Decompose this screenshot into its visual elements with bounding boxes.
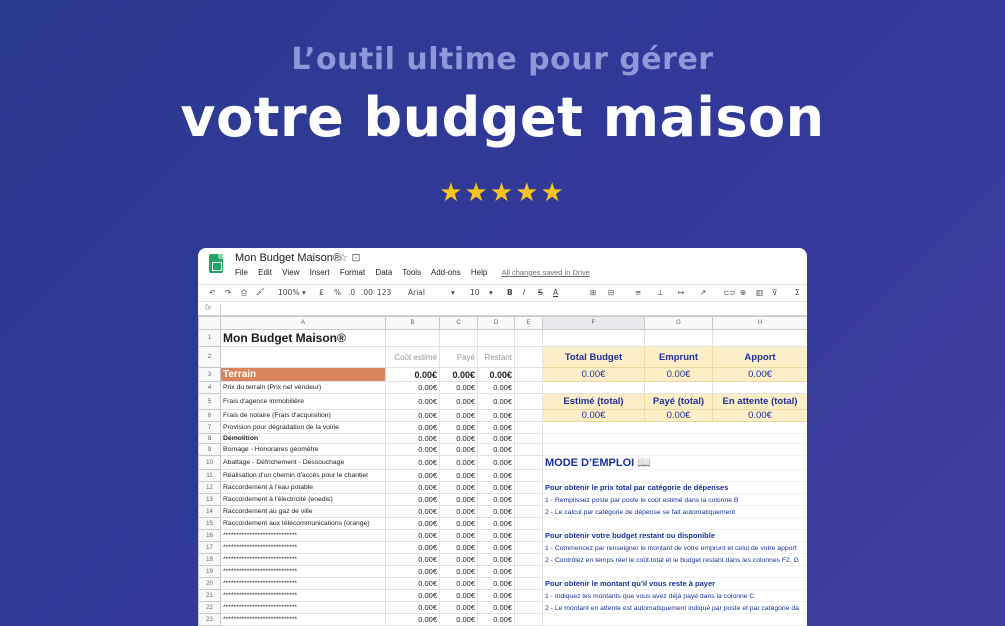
estime-cell[interactable]: 0.00€ xyxy=(386,602,440,614)
paye-cell[interactable]: 0.00€ xyxy=(440,470,478,482)
mode-s1-line1[interactable] xyxy=(543,494,808,506)
table-row xyxy=(199,470,808,482)
estime-cell[interactable]: 0.00€ xyxy=(386,434,440,444)
cell[interactable] xyxy=(515,482,543,494)
mode-s3-title-text: Pour obtenir le montant qu’il vous reste à payer xyxy=(545,579,716,588)
item-label[interactable]: Raccordement à l'eau potable xyxy=(221,482,386,494)
sheet-title[interactable]: Mon Budget Maison® xyxy=(221,330,386,347)
cell[interactable] xyxy=(440,330,478,347)
cell[interactable] xyxy=(515,456,543,470)
cell[interactable] xyxy=(543,566,808,578)
paye-cell[interactable]: 0.00€ xyxy=(440,494,478,506)
formula-bar[interactable] xyxy=(198,302,807,316)
document-title[interactable]: Mon Budget Maison® xyxy=(235,252,341,264)
restant-cell[interactable]: 0.00€ xyxy=(478,444,515,456)
row-header[interactable]: 21 xyxy=(199,590,221,602)
row-header[interactable]: 16 xyxy=(199,530,221,542)
spreadsheet-grid xyxy=(198,316,807,626)
cell[interactable] xyxy=(515,470,543,482)
menu-file[interactable]: File xyxy=(235,268,248,277)
fx-icon: fx xyxy=(205,303,212,312)
paye-total-header[interactable]: Payé (total) xyxy=(645,394,713,410)
row-header[interactable]: 12 xyxy=(199,482,221,494)
row-header[interactable]: 13 xyxy=(199,494,221,506)
table-row xyxy=(199,347,808,368)
cell[interactable] xyxy=(515,422,543,434)
table-row xyxy=(199,394,808,410)
item-label[interactable]: Provision pour dégradation de la voirie xyxy=(221,422,386,434)
mode-s3-line2[interactable] xyxy=(543,602,808,614)
cell[interactable] xyxy=(515,578,543,590)
column-header-a[interactable]: A xyxy=(221,317,386,330)
cell[interactable] xyxy=(515,382,543,394)
borders-icon[interactable]: ⊞ xyxy=(590,288,597,297)
column-header-f[interactable]: F xyxy=(543,317,645,330)
row-header[interactable]: 4 xyxy=(199,382,221,394)
font-select[interactable]: Arial xyxy=(408,288,425,297)
paye-cell[interactable]: 0.00€ xyxy=(440,444,478,456)
cell[interactable] xyxy=(386,330,440,347)
column-header-g[interactable]: G xyxy=(645,317,713,330)
row-header[interactable]: 2 xyxy=(199,347,221,368)
item-label[interactable]: Raccordement à l'électricité (enedis) xyxy=(221,494,386,506)
item-label[interactable]: **************************** xyxy=(221,578,386,590)
cell[interactable] xyxy=(515,347,543,368)
menu-help[interactable]: Help xyxy=(470,268,488,277)
restant-cell[interactable]: 0.00€ xyxy=(478,410,515,422)
restant-cell[interactable]: 0.00€ xyxy=(478,494,515,506)
cell[interactable] xyxy=(221,347,386,368)
item-label[interactable]: Frais de notaire (Frais d'acquisition) xyxy=(221,410,386,422)
rating-stars: ★★★★★ xyxy=(439,178,566,208)
header-paye[interactable]: Payé xyxy=(440,347,478,368)
table-row xyxy=(199,566,808,578)
paye-cell[interactable]: 0.00€ xyxy=(440,614,478,626)
paye-cell[interactable]: 0.00€ xyxy=(440,542,478,554)
row-header[interactable]: 11 xyxy=(199,470,221,482)
menu-insert[interactable]: Insert xyxy=(309,268,330,277)
mode-s2-title-text: Pour obtenir votre budget restant ou disponible xyxy=(545,531,716,540)
estime-cell[interactable]: 0.00€ xyxy=(386,444,440,456)
row-header[interactable]: 23 xyxy=(199,614,221,626)
functions-icon[interactable]: Σ xyxy=(795,288,800,297)
section-restant[interactable]: 0.00€ xyxy=(478,368,515,382)
restant-cell[interactable]: 0.00€ xyxy=(478,566,515,578)
toolbar xyxy=(198,284,807,302)
cell[interactable] xyxy=(515,590,543,602)
formula-separator xyxy=(220,304,221,314)
zoom-select[interactable]: 100% xyxy=(278,288,300,297)
paye-cell[interactable]: 0.00€ xyxy=(440,410,478,422)
cell[interactable] xyxy=(515,494,543,506)
cell[interactable] xyxy=(515,530,543,542)
apport-header[interactable]: Apport xyxy=(713,347,808,368)
total-budget-header[interactable]: Total Budget xyxy=(543,347,645,368)
strikethrough-button[interactable]: S xyxy=(538,288,543,297)
merge-icon[interactable]: ⊟ xyxy=(608,288,615,297)
restant-cell[interactable]: 0.00€ xyxy=(478,614,515,626)
cell[interactable] xyxy=(515,434,543,444)
row-header[interactable]: 20 xyxy=(199,578,221,590)
chart-icon[interactable]: ▥ xyxy=(756,288,764,297)
paye-cell[interactable]: 0.00€ xyxy=(440,394,478,410)
item-label[interactable]: Réalisation d'un chemin d'accès pour le chantier xyxy=(221,470,386,482)
corner-cell[interactable] xyxy=(199,317,221,330)
row-header[interactable]: 18 xyxy=(199,554,221,566)
cell[interactable] xyxy=(515,368,543,382)
paye-cell[interactable]: 0.00€ xyxy=(440,554,478,566)
mode-s3-line1[interactable] xyxy=(543,590,808,602)
total-budget-value[interactable]: 0.00€ xyxy=(543,368,645,382)
table-row xyxy=(199,578,808,590)
table-row xyxy=(199,482,808,494)
estime-cell[interactable]: 0.00€ xyxy=(386,382,440,394)
more-formats-button[interactable]: 123 xyxy=(377,288,392,297)
cell[interactable] xyxy=(515,506,543,518)
filter-icon[interactable]: ⊽ xyxy=(772,288,778,297)
estime-cell[interactable]: 0.00€ xyxy=(386,494,440,506)
row-header[interactable]: 14 xyxy=(199,506,221,518)
paye-cell[interactable]: 0.00€ xyxy=(440,482,478,494)
bold-button[interactable]: B xyxy=(507,288,513,297)
size-caret-icon[interactable]: ▾ xyxy=(489,288,493,297)
estime-cell[interactable]: 0.00€ xyxy=(386,566,440,578)
currency-button[interactable]: £ xyxy=(319,288,324,297)
hero-subtitle: L’outil ultime pour gérer xyxy=(291,42,714,77)
table-row xyxy=(199,614,808,626)
cell[interactable] xyxy=(478,330,515,347)
mode-s1-title-text: Pour obtenir le prix total par catégorie de dépenses xyxy=(545,483,729,492)
cell[interactable] xyxy=(543,518,808,530)
align-icon[interactable]: ≡ xyxy=(635,288,642,297)
paye-cell[interactable]: 0.00€ xyxy=(440,506,478,518)
row-header[interactable]: 9 xyxy=(199,444,221,456)
column-header-row xyxy=(199,317,808,330)
paye-cell[interactable]: 0.00€ xyxy=(440,422,478,434)
item-label[interactable]: Bornage - Honoraires géomètre xyxy=(221,444,386,456)
restant-cell[interactable]: 0.00€ xyxy=(478,506,515,518)
mode-emploi-title-text: MODE D’EMPLOI 📖 xyxy=(545,457,651,469)
section-estime[interactable]: 0.00€ xyxy=(386,368,440,382)
comment-icon[interactable]: ⊕ xyxy=(740,288,747,297)
paye-total-value[interactable]: 0.00€ xyxy=(645,410,713,422)
cell[interactable] xyxy=(515,394,543,410)
estime-total-value[interactable]: 0.00€ xyxy=(543,410,645,422)
estime-total-header[interactable]: Estimé (total) xyxy=(543,394,645,410)
estime-cell[interactable]: 0.00€ xyxy=(386,482,440,494)
cell[interactable] xyxy=(515,330,543,347)
row-header[interactable]: 5 xyxy=(199,394,221,410)
item-label[interactable]: Prix du terrain (Prix net vendeur) xyxy=(221,382,386,394)
increase-decimal-button[interactable]: .00 xyxy=(361,288,373,297)
paint-format-icon[interactable]: 🖌 xyxy=(256,288,265,296)
item-label[interactable]: Raccordement aux télécommunications (orange) xyxy=(221,518,386,530)
item-label[interactable]: Abattage - Défrichement - Dessouchage xyxy=(221,456,386,470)
menu-tools[interactable]: Tools xyxy=(402,268,422,277)
estime-cell[interactable]: 0.00€ xyxy=(386,542,440,554)
item-label[interactable]: **************************** xyxy=(221,554,386,566)
cell[interactable] xyxy=(713,382,808,394)
font-size-select[interactable]: 10 xyxy=(470,288,480,297)
mode-s1-line2-text: 2 - Le calcul par catégorie de dépense se fait automatiquement xyxy=(545,509,736,516)
menu-edit[interactable]: Edit xyxy=(258,268,272,277)
mode-s1-line1-text: 1 - Remplissez poste par poste le coût estimé dans la colonne B xyxy=(545,497,739,504)
mode-s2-line1-text: 1 - Commencez par renseigner le montant de votre emprunt et celui de votre apport xyxy=(545,545,797,552)
restant-cell[interactable]: 0.00€ xyxy=(478,382,515,394)
table-row xyxy=(199,518,808,530)
menu-addons[interactable]: Add-ons xyxy=(430,268,461,277)
emprunt-header[interactable]: Emprunt xyxy=(645,347,713,368)
restant-cell[interactable]: 0.00€ xyxy=(478,482,515,494)
table-row xyxy=(199,590,808,602)
mode-s2-line2[interactable] xyxy=(543,554,808,566)
cell[interactable] xyxy=(515,554,543,566)
mode-s2-title[interactable] xyxy=(543,530,808,542)
row-header[interactable]: 22 xyxy=(199,602,221,614)
table-row xyxy=(199,530,808,542)
star-folder-icons[interactable]: ☆ ⊡ xyxy=(338,251,361,264)
emprunt-value[interactable]: 0.00€ xyxy=(645,368,713,382)
decrease-decimal-button[interactable]: .0 xyxy=(348,288,356,297)
section-paye[interactable]: 0.00€ xyxy=(440,368,478,382)
estime-cell[interactable]: 0.00€ xyxy=(386,394,440,410)
paye-cell[interactable]: 0.00€ xyxy=(440,578,478,590)
menu-format[interactable]: Format xyxy=(339,268,366,277)
restant-cell[interactable]: 0.00€ xyxy=(478,554,515,566)
row-header[interactable]: 1 xyxy=(199,330,221,347)
cell[interactable] xyxy=(515,614,543,626)
zoom-caret-icon[interactable]: ▾ xyxy=(302,288,306,297)
paye-cell[interactable]: 0.00€ xyxy=(440,518,478,530)
restant-cell[interactable]: 0.00€ xyxy=(478,394,515,410)
column-header-e[interactable]: E xyxy=(515,317,543,330)
table-row xyxy=(199,506,808,518)
column-header-b[interactable]: B xyxy=(386,317,440,330)
table-row xyxy=(199,494,808,506)
italic-button[interactable]: I xyxy=(523,288,526,297)
row-header[interactable]: 7 xyxy=(199,422,221,434)
hero-title: votre budget maison xyxy=(180,86,825,149)
item-label[interactable]: **************************** xyxy=(221,602,386,614)
redo-icon[interactable]: ↷ xyxy=(225,288,232,297)
cell[interactable] xyxy=(515,410,543,422)
table-row xyxy=(199,368,808,382)
cell[interactable] xyxy=(515,518,543,530)
rotate-icon[interactable]: ↗ xyxy=(700,288,707,297)
cell[interactable] xyxy=(543,434,808,444)
row-header[interactable]: 17 xyxy=(199,542,221,554)
cell[interactable] xyxy=(645,330,713,347)
table-row xyxy=(199,382,808,394)
row-header[interactable]: 6 xyxy=(199,410,221,422)
paye-cell[interactable]: 0.00€ xyxy=(440,530,478,542)
mode-emploi-title[interactable] xyxy=(543,456,808,470)
cell[interactable] xyxy=(515,566,543,578)
valign-icon[interactable]: ⊥ xyxy=(657,288,664,297)
header-restant[interactable]: Restant xyxy=(478,347,515,368)
item-label[interactable]: **************************** xyxy=(221,614,386,626)
restant-cell[interactable]: 0.00€ xyxy=(478,542,515,554)
column-header-c[interactable]: C xyxy=(440,317,478,330)
paye-cell[interactable]: 0.00€ xyxy=(440,434,478,444)
section-terrain[interactable]: Terrain xyxy=(221,368,386,382)
table-row xyxy=(199,422,808,434)
restant-cell[interactable]: 0.00€ xyxy=(478,602,515,614)
table-row xyxy=(199,410,808,422)
paye-cell[interactable]: 0.00€ xyxy=(440,566,478,578)
cell[interactable] xyxy=(645,382,713,394)
mode-s1-title[interactable] xyxy=(543,482,808,494)
item-label[interactable]: **************************** xyxy=(221,542,386,554)
menu-view[interactable]: View xyxy=(282,268,300,277)
attente-total-value[interactable]: 0.00€ xyxy=(713,410,808,422)
item-label[interactable]: Frais d'agence immobilière xyxy=(221,394,386,410)
mode-s3-line1-text: 1 - Indiquez les montants que vous avez déjà payé dans la colonne C xyxy=(545,593,755,600)
table-row xyxy=(199,602,808,614)
estime-cell[interactable]: 0.00€ xyxy=(386,422,440,434)
column-header-d[interactable]: D xyxy=(478,317,515,330)
cell[interactable] xyxy=(515,602,543,614)
mode-s1-line2[interactable] xyxy=(543,506,808,518)
paye-cell[interactable]: 0.00€ xyxy=(440,590,478,602)
sheets-logo-icon[interactable] xyxy=(209,254,223,273)
item-label[interactable]: Raccordement au gaz de ville xyxy=(221,506,386,518)
item-label[interactable]: **************************** xyxy=(221,530,386,542)
estime-cell[interactable]: 0.00€ xyxy=(386,470,440,482)
mode-s3-line2-text: 2 - Le montant en attente est automatiquement indiqué par poste et par catégorie da xyxy=(545,605,799,612)
restant-cell[interactable]: 0.00€ xyxy=(478,470,515,482)
text-color-button[interactable]: A xyxy=(553,288,559,297)
cell[interactable] xyxy=(543,444,808,456)
header-cout-estime[interactable]: Coût estimé xyxy=(386,347,440,368)
paye-cell[interactable]: 0.00€ xyxy=(440,382,478,394)
undo-icon[interactable]: ↶ xyxy=(209,288,216,297)
item-label[interactable]: Démolition xyxy=(221,434,386,444)
estime-cell[interactable]: 0.00€ xyxy=(386,456,440,470)
item-label[interactable]: **************************** xyxy=(221,590,386,602)
table-row xyxy=(199,330,808,347)
cell[interactable] xyxy=(543,422,808,434)
estime-cell[interactable]: 0.00€ xyxy=(386,530,440,542)
row-header[interactable]: 3 xyxy=(199,368,221,382)
mode-s2-line1[interactable] xyxy=(543,542,808,554)
saved-status[interactable]: All changes saved in Drive xyxy=(501,268,590,277)
paye-cell[interactable]: 0.00€ xyxy=(440,602,478,614)
table-row xyxy=(199,542,808,554)
estime-cell[interactable]: 0.00€ xyxy=(386,410,440,422)
paye-cell[interactable]: 0.00€ xyxy=(440,456,478,470)
restant-cell[interactable]: 0.00€ xyxy=(478,578,515,590)
row-header[interactable]: 8 xyxy=(199,434,221,444)
table-row xyxy=(199,444,808,456)
attente-total-header[interactable]: En attente (total) xyxy=(713,394,808,410)
estime-cell[interactable]: 0.00€ xyxy=(386,518,440,530)
cell[interactable] xyxy=(515,444,543,456)
cell[interactable] xyxy=(543,614,808,626)
cell[interactable] xyxy=(713,330,808,347)
cell[interactable] xyxy=(543,330,645,347)
table-row xyxy=(199,434,808,444)
restant-cell[interactable]: 0.00€ xyxy=(478,422,515,434)
estime-cell[interactable]: 0.00€ xyxy=(386,506,440,518)
wrap-icon[interactable]: ↦ xyxy=(678,288,685,297)
titlebar xyxy=(198,248,807,284)
cell[interactable] xyxy=(515,542,543,554)
link-icon[interactable]: ⊂⊃ xyxy=(723,288,736,297)
row-header[interactable]: 10 xyxy=(199,456,221,470)
row-header[interactable]: 19 xyxy=(199,566,221,578)
print-icon[interactable]: ⎙ xyxy=(241,288,247,297)
estime-cell[interactable]: 0.00€ xyxy=(386,614,440,626)
restant-cell[interactable]: 0.00€ xyxy=(478,518,515,530)
estime-cell[interactable]: 0.00€ xyxy=(386,554,440,566)
estime-cell[interactable]: 0.00€ xyxy=(386,590,440,602)
mode-s3-title[interactable] xyxy=(543,578,808,590)
item-label[interactable]: **************************** xyxy=(221,566,386,578)
row-header[interactable]: 15 xyxy=(199,518,221,530)
table-row xyxy=(199,456,808,470)
apport-value[interactable]: 0.00€ xyxy=(713,368,808,382)
mode-s2-line2-text: 2 - Contrôlez en temps réel le coût total et le budget restant dans les colonnes F2, G xyxy=(545,557,799,564)
menu-data[interactable]: Data xyxy=(375,268,393,277)
restant-cell[interactable]: 0.00€ xyxy=(478,530,515,542)
percent-button[interactable]: % xyxy=(334,288,342,297)
table-row xyxy=(199,554,808,566)
estime-cell[interactable]: 0.00€ xyxy=(386,578,440,590)
restant-cell[interactable]: 0.00€ xyxy=(478,434,515,444)
menubar xyxy=(235,268,598,277)
restant-cell[interactable]: 0.00€ xyxy=(478,590,515,602)
spreadsheet-window xyxy=(198,248,807,626)
cell[interactable] xyxy=(543,382,645,394)
column-header-h[interactable]: H xyxy=(713,317,808,330)
restant-cell[interactable]: 0.00€ xyxy=(478,456,515,470)
cell[interactable] xyxy=(543,470,808,482)
font-caret-icon[interactable]: ▾ xyxy=(451,288,455,297)
